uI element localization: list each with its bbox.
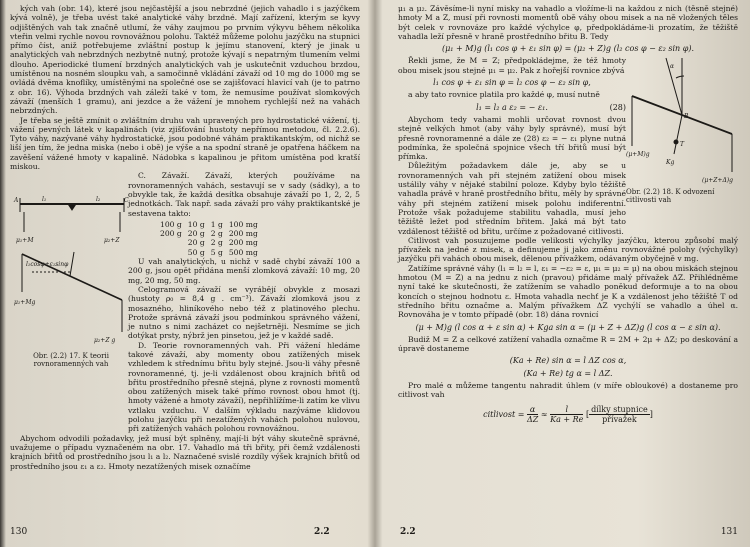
- table-row: 100 g 10 g 1 g 100 mg: [160, 219, 258, 229]
- paragraph: Abychom tedy vahami mohli určovat rovnost dvou stejně velkých hmot (aby váhy byly správné), musí být přesně rovnoramenné a dále ze (28) ε₂ = − ε₁ plyne nutná podmínka, že společná spojnice všech tří břitů musí být přímka.: [398, 114, 626, 162]
- page-number: 131: [720, 527, 738, 537]
- paragraph: μ₁ a μ₂. Závěsíme-li nyní misky na vahadlo a vložíme-li na každou z nich (těsně stejné) hmoty M a Z, musí při rovnosti momentů obě váhy obou misek a na ně vložených těles být celek v rovnováze pro každé výchylce φ, předpokládáme-li prozatím, že těžiště vahadla leží přesně v hraně prostředního břitu B. Tedy: [398, 4, 738, 41]
- balance-diagram-18: [626, 38, 738, 188]
- figure-18: [626, 38, 738, 205]
- balance-diagram-17: [12, 192, 130, 350]
- svg-text:Kg: Kg: [666, 159, 675, 166]
- right-page: [386, 0, 746, 547]
- table-row: 20 g 2 g 200 mg: [187, 238, 258, 248]
- paragraph: Citlivost vah posuzujeme podle velikosti výchylky jazýčku, kterou způsobí malý přívažek na jedné z misek, a definujeme ji jako změnu rovnovážné polohy (výchylky) jazýčku při vahách obou misek, dělenou přívažkem, odávaným obyčejně v mg.: [398, 235, 738, 264]
- equation: (Ka + Re) tg α = l ΔZ.: [523, 368, 613, 378]
- figure-caption: Obr. (2.2) 18. K odvození citlivosti vah: [626, 188, 715, 205]
- weights-table-wrap: [160, 220, 360, 257]
- paragraph: Celogramová závaží se vyrábějí obvykle z mosazi (hustoty ρ₀ = 8,4 g . cm⁻³). Závaží zlomková jsou z mosazného, hliníkového nebo též z platinového plechu. Protože správná závaží jsou podmínkou správného vážení, je nutno s nimi zacházet co nejšetrněji. Nesmíme se jich dotýkat prsty, nýbrž jen pinsetou, jež je v každé sadě.: [128, 284, 360, 341]
- figure-caption: Obr. (2.2) 17. K teorii rovnoramenných vah: [33, 352, 109, 369]
- svg-text:μ₂+Z: μ₂+Z: [104, 237, 120, 244]
- weights-table: [160, 220, 264, 257]
- equation: (μ₁ + M)g (l₁ cos φ + ε₁ sin φ) = (μ₂ + Z)g (l₂ cos φ − ε₂ sin φ).: [441, 44, 695, 54]
- sensitivity-equation: citlivost = $\frac{\alpha}{\Delta Z}$ ≈ $\frac{l}{Ka + Re}$ [ $\frac{\text{dílky stupnice}}{\text{přívažek}}$ ]: [483, 404, 653, 424]
- svg-text:μ₁+M: μ₁+M: [16, 237, 34, 244]
- svg-text:l₁: l₁: [42, 196, 47, 203]
- figure-17: [12, 192, 130, 369]
- paragraph: Pro malé α můžeme tangentu nahradit úhlem (v míře obloukové) a dostaneme pro citlivost vah: [398, 380, 738, 400]
- paragraph: U vah analytických, u nichž v sadě chybí závaží 100 a 200 g, jsou opět přidána menší zlomková závaží: 10 mg, 20 mg, 20 mg, 50 mg.: [128, 257, 360, 285]
- svg-text:α: α: [670, 63, 675, 70]
- paragraph: Řekli jsme, že M = Z; předpokládejme, že též hmoty obou misek jsou stejné μ₁ = μ₂. Pak z hořejší rovnice zbývá: [398, 56, 626, 75]
- svg-text:T: T: [680, 141, 685, 148]
- left-page: [4, 0, 372, 547]
- svg-text:(μ+M)g: (μ+M)g: [626, 151, 650, 158]
- equation-28: l₁ = l₂ a ε₂ = − ε₁. (28): [476, 102, 626, 112]
- section-marker: 2.2: [314, 527, 330, 537]
- svg-text:B: B: [684, 113, 689, 120]
- paragraph: C. Závaží. Závaží, kterých používáme na rovnoramenných vahách, sestavují se v sady (sádky), a to obvykle tak, že každá desítka obsahuje závaží po 1, 2, 2, 5 jednotkách. Tak např. sada závaží pro váhy praktikantské je sestavena takto:: [128, 171, 360, 218]
- paragraph: D. Teorie rovnoramenných vah. Při vážení hledáme takové závaží, aby momenty obou zatížených misek vzhledem k střednímu břitu byly stejné. Jsou-li váhy přesně rovnoramenné, tj. je-li vzdálenost obou krajních břitů od břitu prostředního přesně stejná, plyne z rovnosti momentů obou zatížených misek také přímo rovnost obou hmot (tj. hmoty vážené a hmoty závaží), nepřihlížíme-li zatím ke vlivu vztlaku vzduchu. V dalším výkladu nazýváme klidovou polohu jazýčku při nezatížených vahách polohou nulovou, při zatížených vahách polohou rovnovážnou.: [128, 340, 360, 434]
- paragraph: a aby tato rovnice platila pro každé φ, musí nutně: [408, 90, 600, 100]
- equation: (μ + M)g (l cos α + ε sin α) + Kga sin α = (μ + Z + ΔZ)g (l cos α − ε sin α).: [415, 322, 721, 332]
- paragraph: kých vah (obr. 14), které jsou nejčastější a jsou nebrzdné (jejich vahadlo i s jazýčkem kývá volně), je třeba uvést také analytické váhy brzdné. Mají zařízení, kterým se kyvy odjištěných vah tak značně utlumí, že váhy zaujmou po prvním výkyvu během několika vteřin velmi rychle novou rovnovážnou polohu. Taktéž můžeme polohu jazýčku na stupnici přímo číst, aniž potřebujeme zvláštní postup k jejímu stanovení, který je jinak u analytických vah nebrzdných nezbytně nutný, protože kývají s nepatrným tlumením velmi dlouho. Aperiodické tlumení brzdných analytických vah je uskutečnit vzduchou brzdou, umístěnou na nosném sloupku vah, a samočinně vkládání závaží od 10 mg do 1000 mg se ovládá dvěma knoflíky, umístěnými na společné ose se zajišťovací hlavicí vah (je to patrno z obr. 16). Výhoda brzdných vah záleží také v tom, že nemusíme používat slomkových závaží (menších 1 gramu), ani jezdce a že vážení je mnohem rychlejší než na vahách nebrzdných.: [10, 4, 360, 116]
- svg-text:μ₁+Mg: μ₁+Mg: [14, 299, 36, 306]
- table-row: 50 g 5 g 500 mg: [187, 247, 258, 257]
- svg-text:(μ+Z+Δ)g: (μ+Z+Δ)g: [702, 177, 733, 184]
- svg-text:C: C: [124, 197, 129, 204]
- section-marker: 2.2: [400, 527, 416, 537]
- paragraph: Abychom odvodili požadavky, jež musí být splněny, mají-li být váhy skutečně správné, uvažujeme o případu vyznačeném na obr. 17. Vahadlo má tři břity, při čemž vzdálenosti krajních břitů od prostředního jsou l₁ a l₂. Naznačené svislé rozdíly výšek krajních břitů od prostředního jsou ε₁ a ε₂. Hmoty nezatížených misek označíme: [10, 433, 360, 471]
- paragraph: Je třeba se ještě zmínit o zvláštním druhu vah upravených pro hydrostatické vážení, tj. vážení pevných látek v kapalinách (viz zjišťování hustoty nepřímou metodou, čl. 2.2.6). Tyto váhy, nazývané váhy hydrostatické, jsou podobné váhám praktikantským, od nichž se liší jen tím, že jedna miska (nebo i obě) je výše a na spodní straně je opatřena háčkem na zavěšení vážené hmoty v kapalině. Nádobka s kapalinou je přitom umístěna pod kratší miskou.: [10, 115, 360, 172]
- equation: (Ka + Re) sin α = l ΔZ cos α,: [509, 356, 627, 366]
- table-row: 200 g 20 g 2 g 200 mg: [160, 229, 258, 239]
- paragraph: Důležitým požadavkem dále je, aby se u rovnoramenných vah při stejném zatížení obou misek ustálily váhy v nějaké stabilní poloze. Kdyby bylo těžiště vahadla právě v hraně prostředního břitu, měly by správné váhy při stejném zatížení misek polohu indiferentní. Protože však požadujeme stabilitu vahadla, musí jeho těžiště ležet pod středním břitem. Jaká má být tato vzdálenost těžiště od břitu, určíme z požadované citlivosti.: [398, 161, 626, 236]
- svg-text:μ₂+Z g: μ₂+Z g: [94, 337, 116, 344]
- svg-text:l₂: l₂: [96, 196, 101, 203]
- page-number: 130: [10, 527, 28, 537]
- svg-text:A: A: [14, 197, 19, 204]
- equation: l₁ cos φ + ε₁ sin φ = l₂ cos φ − ε₂ sin φ,: [433, 78, 591, 88]
- paragraph: Zatížíme správné váhy (l₁ = l₂ = l, ε₁ = −ε₂ = ε, μ₁ = μ₂ = μ) na obou miskách stejnou hmotou (M = Z) a na jednu z nich (pravou) přidáme malý přívažek ΔZ. Přihlédněme nyní také ke skutečnosti, že zatížením se vahadlo poněkud deformuje a to na obou koncích o stejnou hodnotu ε. Hmota vahadla nechť je K a vzdálenost jeho těžiště T od středního břitu označme a. Malým přívažkem ΔZ vychýlí se vahadlo a úhel α. Rovnováha je v tomto případě (obr. 18) dána rovnicí: [398, 263, 738, 320]
- svg-text:l₁cosφ+ε₁sinφ: l₁cosφ+ε₁sinφ: [26, 261, 69, 268]
- paragraph: Budiž M = Z a celkové zatížení vahadla označme R = 2M + 2μ + ΔZ; po deskování a úpravě dostaneme: [398, 334, 738, 354]
